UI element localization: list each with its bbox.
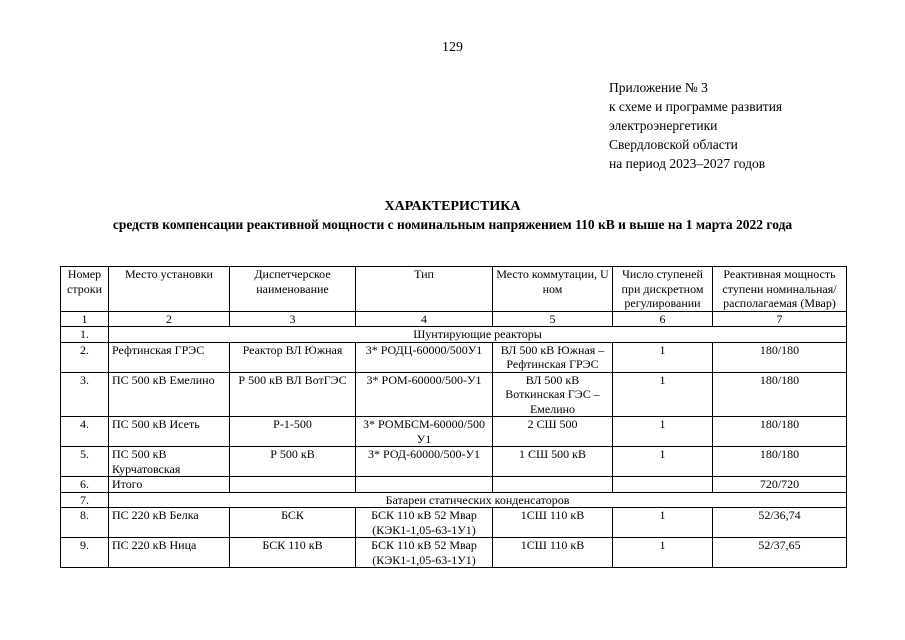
appendix-line: Свердловской области	[609, 137, 738, 152]
total-power-cell: 720/720	[713, 477, 847, 493]
row-number: 1.	[61, 327, 109, 343]
steps-cell: 1	[613, 538, 713, 568]
type-cell: 3* РОМБСМ-60000/500 У1	[356, 417, 493, 447]
type-cell: БСК 110 кВ 52 Мвар (КЭК1-1,05-63-1У1)	[356, 508, 493, 538]
column-number-cell: 4	[356, 311, 493, 327]
reactive-power-cell: 180/180	[713, 447, 847, 477]
type-cell: БСК 110 кВ 52 Мвар (КЭК1-1,05-63-1У1)	[356, 538, 493, 568]
row-number: 3.	[61, 372, 109, 417]
reactive-power-cell: 180/180	[713, 372, 847, 417]
steps-cell: 1	[613, 508, 713, 538]
section-title: Батареи статических конденсаторов	[109, 492, 847, 508]
header-cell: Число ступеней при дискретном регулировании	[613, 267, 713, 312]
steps-cell: 1	[613, 447, 713, 477]
column-number-cell: 1	[61, 311, 109, 327]
empty-cell	[493, 477, 613, 493]
switching-place-cell: 1 СШ 500 кВ	[493, 447, 613, 477]
row-number: 7.	[61, 492, 109, 508]
column-number-cell: 6	[613, 311, 713, 327]
install-place-cell: ПС 500 кВ Курчатовская	[109, 447, 230, 477]
dispatch-name-cell: Реактор ВЛ Южная	[230, 342, 356, 372]
switching-place-cell: ВЛ 500 кВ Воткинская ГЭС – Емелино	[493, 372, 613, 417]
steps-cell: 1	[613, 372, 713, 417]
row-number: 9.	[61, 538, 109, 568]
dispatch-name-cell: Р 500 кВ	[230, 447, 356, 477]
header-cell: Место установки	[109, 267, 230, 312]
appendix-line: к схеме и программе развития	[609, 99, 783, 114]
install-place-cell: ПС 500 кВ Емелино	[109, 372, 230, 417]
reactive-power-cell: 52/37,65	[713, 538, 847, 568]
document-title: ХАРАКТЕРИСТИКА	[384, 199, 521, 214]
dispatch-name-cell: Р 500 кВ ВЛ ВотГЭС	[230, 372, 356, 417]
dispatch-name-cell: БСК 110 кВ	[230, 538, 356, 568]
column-number-cell: 5	[493, 311, 613, 327]
header-cell: Номер строки	[61, 267, 109, 312]
table-row	[61, 417, 847, 447]
steps-cell: 1	[613, 342, 713, 372]
switching-place-cell: 2 СШ 500	[493, 417, 613, 447]
empty-cell	[613, 477, 713, 493]
switching-place-cell: 1СШ 110 кВ	[493, 538, 613, 568]
section-row	[61, 492, 847, 508]
row-number: 2.	[61, 342, 109, 372]
header-cell: Место коммутации, U ном	[493, 267, 613, 312]
appendix-block	[609, 78, 782, 173]
section-title: Шунтирующие реакторы	[109, 327, 847, 343]
install-place-cell: ПС 220 кВ Белка	[109, 508, 230, 538]
table-row	[61, 508, 847, 538]
appendix-line: Приложение № 3	[609, 80, 708, 95]
page-number: 129	[442, 40, 463, 55]
row-number: 6.	[61, 477, 109, 493]
row-number: 5.	[61, 447, 109, 477]
reactive-power-cell: 180/180	[713, 417, 847, 447]
column-number-cell: 7	[713, 311, 847, 327]
switching-place-cell: ВЛ 500 кВ Южная – Рефтинская ГРЭС	[493, 342, 613, 372]
section-row	[61, 327, 847, 343]
column-number-row	[61, 311, 847, 327]
empty-cell	[230, 477, 356, 493]
table-row	[61, 342, 847, 372]
table-row	[61, 372, 847, 417]
header-cell: Реактивная мощность ступени номинальная/ располагаемая (Мвар)	[713, 267, 847, 312]
compensation-table	[60, 266, 847, 568]
install-place-cell: Рефтинская ГРЭС	[109, 342, 230, 372]
dispatch-name-cell: БСК	[230, 508, 356, 538]
install-place-cell: ПС 500 кВ Исеть	[109, 417, 230, 447]
header-cell: Диспетчерское наименование	[230, 267, 356, 312]
switching-place-cell: 1СШ 110 кВ	[493, 508, 613, 538]
header-row	[61, 267, 847, 312]
reactive-power-cell: 180/180	[713, 342, 847, 372]
steps-cell: 1	[613, 417, 713, 447]
type-cell: 3* РОМ-60000/500-У1	[356, 372, 493, 417]
dispatch-name-cell: Р-1-500	[230, 417, 356, 447]
document-subtitle: средств компенсации реактивной мощности с номинальным напряжением 110 кВ и выше на 1 марта 2022 года	[112, 217, 793, 232]
header-cell: Тип	[356, 267, 493, 312]
table-row	[61, 447, 847, 477]
install-place-cell: ПС 220 кВ Ница	[109, 538, 230, 568]
total-row	[61, 477, 847, 493]
column-number-cell: 2	[109, 311, 230, 327]
empty-cell	[356, 477, 493, 493]
total-label: Итого	[109, 477, 230, 493]
table-row	[61, 538, 847, 568]
row-number: 8.	[61, 508, 109, 538]
type-cell: 3* РОДЦ-60000/500У1	[356, 342, 493, 372]
row-number: 4.	[61, 417, 109, 447]
column-number-cell: 3	[230, 311, 356, 327]
appendix-line: электроэнергетики	[609, 118, 718, 133]
type-cell: 3* РОД-60000/500-У1	[356, 447, 493, 477]
appendix-line: на период 2023–2027 годов	[609, 156, 766, 171]
reactive-power-cell: 52/36,74	[713, 508, 847, 538]
